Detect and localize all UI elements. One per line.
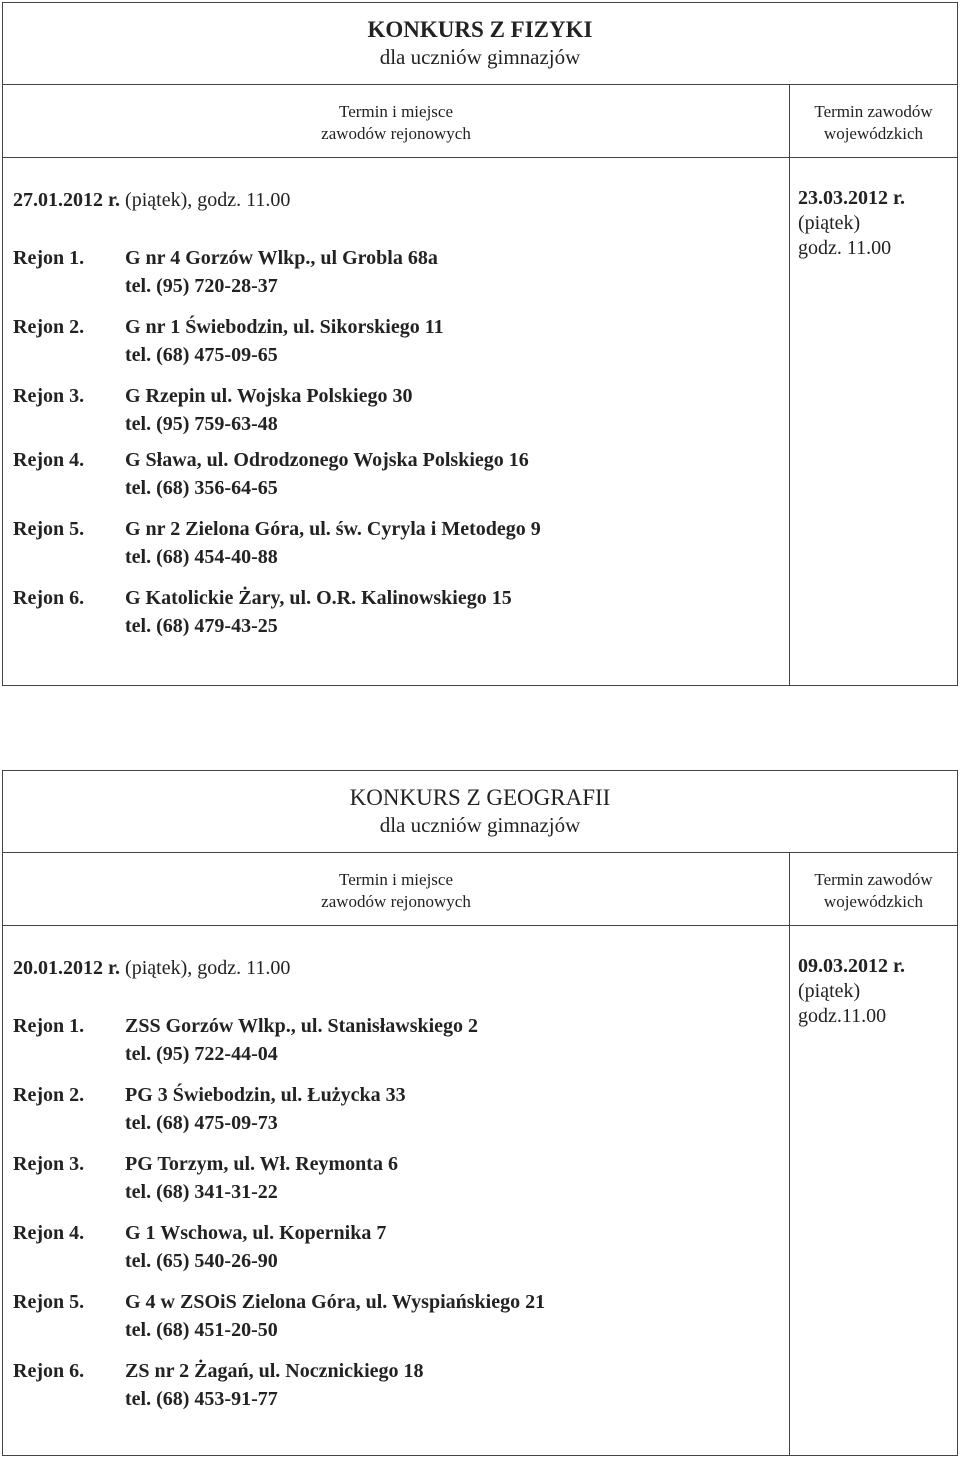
physics-woj-date: 23.03.2012 r. [798,187,906,209]
list-item: Rejon 4. G 1 Wschowa, ul. Kopernika 7 tel. (65) 540-26-90 [13,1222,387,1272]
header-left-line2: zawodów rejonowych [321,892,471,911]
list-item: Rejon 6. ZS nr 2 Żagań, ul. Nocznickiego 18 tel. (68) 453-91-77 [13,1360,424,1410]
list-item: Rejon 2. G nr 1 Świebodzin, ul. Sikorskiego 11 tel. (68) 475-09-65 [13,316,444,366]
geography-header-row [3,853,957,926]
physics-header-row [3,85,957,158]
header-left-line2: zawodów rejonowych [321,124,471,143]
physics-title: KONKURS Z FIZYKI [367,17,593,42]
physics-header-left [3,101,789,145]
geography-title-row [3,771,957,853]
list-item: Rejon 2. PG 3 Świebodzin, ul. Łużycka 33 tel. (68) 475-09-73 [13,1084,406,1134]
physics-regional-list [13,186,783,653]
physics-body-row [3,158,957,685]
physics-title-row [3,3,957,85]
header-right-line2: wojewódzkich [823,124,924,143]
header-left-line1: Termin i miejsce [339,870,453,889]
header-right-line2: wojewódzkich [823,892,924,911]
list-item: Rejon 4. G Sława, ul. Odrodzonego Wojska Polskiego 16 tel. (68) 356-64-65 [13,449,529,499]
geography-woj-time: godz.11.00 [798,1005,887,1027]
header-right-line1: Termin zawodów [814,870,933,889]
physics-header-right [790,101,957,145]
geography-woj-date: 09.03.2012 r. [798,955,906,977]
list-item: Rejon 1. ZSS Gorzów Wlkp., ul. Stanisławskiego 2 tel. (95) 722-44-04 [13,1015,479,1065]
physics-regional-date: 27.01.2012 r. (piątek), godz. 11.00 [13,189,291,211]
physics-voivodeship-term [798,186,958,261]
geography-header-left [3,869,789,913]
physics-subtitle: dla uczniów gimnazjów [379,45,581,69]
list-item: Rejon 1. G nr 4 Gorzów Wlkp., ul Grobla 68a tel. (95) 720-28-37 [13,247,438,297]
list-item: Rejon 5. G nr 2 Zielona Góra, ul. św. Cyryla i Metodego 9 tel. (68) 454-40-88 [13,518,541,568]
geography-woj-day: (piątek) [798,980,861,1002]
geography-regional-date: 20.01.2012 r. (piątek), godz. 11.00 [13,957,291,979]
physics-woj-time: godz. 11.00 [798,237,892,259]
geography-subtitle: dla uczniów gimnazjów [379,813,581,837]
geography-title: KONKURS Z GEOGRAFII [349,785,611,810]
physics-woj-day: (piątek) [798,212,861,234]
geography-regional-list [13,954,783,1426]
list-item: Rejon 6. G Katolickie Żary, ul. O.R. Kalinowskiego 15 tel. (68) 479-43-25 [13,587,512,637]
geography-body-row [3,926,957,1455]
list-item: Rejon 5. G 4 w ZSOiS Zielona Góra, ul. Wyspiańskiego 21 tel. (68) 451-20-50 [13,1291,546,1341]
geography-voivodeship-term [798,954,958,1029]
geography-header-right [790,869,957,913]
physics-contest-table [2,2,958,686]
list-item: Rejon 3. G Rzepin ul. Wojska Polskiego 30 tel. (95) 759-63-48 [13,385,413,435]
header-right-line1: Termin zawodów [814,102,933,121]
header-left-line1: Termin i miejsce [339,102,453,121]
geography-contest-table [2,770,958,1456]
list-item: Rejon 3. PG Torzym, ul. Wł. Reymonta 6 tel. (68) 341-31-22 [13,1153,398,1203]
